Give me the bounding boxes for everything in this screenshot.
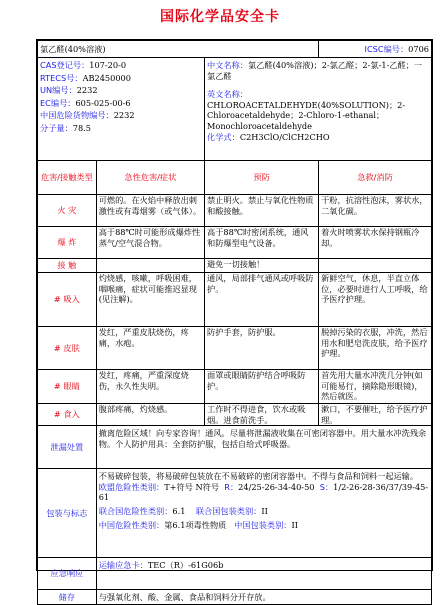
row-contact-prevention: 避免一切接触！ (205, 259, 319, 273)
row-eyes-hazard: 发红，疼痛，严重深度烧伤，永久性失明。 (96, 370, 204, 404)
card-table (37, 40, 432, 605)
row-contact-hazard (96, 259, 204, 273)
row-contact-aid (319, 259, 432, 273)
col-header-type: 危害/接触类型 (38, 161, 97, 195)
row-explosion-hazard: 高于88℃时可能形成爆炸性蒸气/空气混合物。 (96, 227, 204, 259)
emergency-label: 应急响应 (38, 558, 97, 590)
un-label: UN编号： (40, 85, 77, 96)
un-value: 2232 (76, 85, 98, 96)
row-explosion-type: 爆 炸 (38, 227, 97, 259)
col-header-hazard: 急性危害/症状 (96, 161, 204, 195)
row-fire-prevention: 禁止明火。禁止与氧化性物质和酸接触。 (205, 195, 319, 227)
mw-value: 78.5 (72, 122, 91, 133)
packaging-cell (96, 469, 431, 558)
cn-class-value: 第6.1项毒性物质 (164, 519, 227, 530)
s-phrase-label: S： (319, 481, 334, 492)
col-header-prevention: 预防 (205, 161, 319, 195)
cn-class-label: 中国危险性类别： (98, 519, 165, 530)
cn-pack-value: II (291, 519, 298, 530)
chemical-name: 氯乙醛(40%溶液) (38, 41, 319, 58)
en-name-line (207, 89, 429, 131)
cn-class-line (99, 520, 429, 531)
row-eyes-type: # 眼睛 (38, 370, 97, 404)
cas-line (40, 60, 202, 71)
emergency-card-label: 运输应急卡： (98, 560, 148, 571)
row-ingestion-type: # 食入 (38, 404, 97, 426)
row-ingestion-hazard: 腹部疼痛，灼烧感。 (96, 404, 204, 426)
row-inhalation-type: # 吸入 (38, 273, 97, 327)
names-cell (205, 58, 432, 161)
cas-value: 107-20-0 (89, 60, 127, 70)
row-ingestion-prevention: 工作时不得进食，饮水或吸烟。进食前洗手。 (205, 404, 319, 426)
row-skin-prevention: 防护手套，防护服。 (205, 327, 319, 370)
formula-value: C2H3ClO/ClCH2CHO (239, 131, 330, 142)
safety-card (36, 39, 433, 602)
eu-class-label: 欧盟危险性类别： (98, 481, 165, 492)
row-explosion-prevention: 高于88℃时密闭系统，通风和防爆型电气设备。 (205, 227, 319, 259)
zh-name-value: 氯乙醛(40%溶液)；2-氯乙醛；2-氯-1-乙醛；一氯乙醛 (207, 60, 423, 81)
un-line (40, 85, 202, 96)
ec-label: EC编号： (40, 97, 76, 108)
spill-label: 泄漏处置 (38, 426, 97, 469)
cn-pack-label: 中国包装类别： (234, 519, 292, 530)
ec-line (40, 98, 202, 109)
storage-text: 与强氧化剂、酸、金属、食品和饲料分开存放。 (96, 590, 431, 605)
row-inhalation-hazard: 灼烧感，咳嗽，呼吸困难，咽喉痛，症状可能推迟显现(见注解)。 (96, 273, 204, 327)
row-eyes-prevention: 面罩或眼睛防护结合呼吸防护。 (205, 370, 319, 404)
icsc-cell (319, 41, 432, 58)
eu-class-line (99, 482, 429, 503)
row-skin-hazard: 发红，严重皮肤烧伤，疼痛，水疱。 (96, 327, 204, 370)
emergency-cell (96, 558, 431, 590)
row-inhalation-aid: 新鲜空气，休息，半直立体位，必要时进行人工呼吸，给予医疗护理。 (319, 273, 432, 327)
icsc-label: ICSC编号： (364, 43, 409, 54)
mw-line (40, 123, 202, 134)
row-inhalation-prevention: 通风，局部排气通风或呼吸防护。 (205, 273, 319, 327)
storage-label: 储存 (38, 590, 97, 605)
row-explosion-aid: 着火时喷雾状水保持钢瓶冷却。 (319, 227, 432, 259)
identifiers-cell (38, 58, 205, 161)
row-skin-aid: 脱掉污染的衣服，冲洗，然后用水和肥皂洗皮肤，给予医疗护理。 (319, 327, 432, 370)
un-class-value: 6.1 (172, 505, 186, 516)
row-fire-hazard: 可燃的。在火焰中释放出刺激性或有毒烟雾（或气体）。 (96, 195, 204, 227)
en-name-value: CHLOROACETALDEHYDE(40%SOLUTION)；2-Chloroacetaldehyde；2-Chloro-1-ethanal；Monochloroacetaldehyde (207, 99, 406, 131)
row-contact-type: 接 触 (38, 259, 97, 273)
eu-class-value: T+符号 N符号 (164, 481, 220, 492)
en-name-label: 英文名称： (207, 89, 248, 100)
rtecs-label: RTECS号： (40, 72, 83, 83)
row-fire-type: 火 灾 (38, 195, 97, 227)
un-pack-value: II (261, 505, 268, 516)
zh-name-line (207, 60, 429, 81)
spill-text: 撤离危险区域！向专家咨询！通风。尽量将泄漏液收集在可密闭容器中。用大量水冲洗残余物。个人防护用具：全套防护服，包括自给式呼吸器。 (96, 426, 431, 469)
icsc-value: 0706 (408, 43, 429, 54)
un-pack-label: 联合国包装类别： (195, 505, 262, 516)
un-class-label: 联合国危险性类别： (98, 505, 173, 516)
row-skin-type: # 皮肤 (38, 327, 97, 370)
zh-name-label: 中文名称： (207, 60, 248, 70)
cas-label: CAS登记号： (40, 60, 90, 70)
rtecs-line (40, 73, 202, 84)
cn-line (40, 110, 202, 121)
mw-label: 分子量： (40, 122, 73, 133)
ec-value: 605-025-00-6 (75, 97, 131, 108)
col-header-aid: 急救/消防 (319, 161, 432, 195)
card-title: 国际化学品安全卡 (160, 9, 280, 25)
row-fire-aid: 干粉，抗溶性泡沫，雾状水，二氧化碳。 (319, 195, 432, 227)
cn-value: 2232 (113, 110, 135, 121)
r-phrase-label: R： (224, 481, 239, 492)
cn-label: 中国危险货物编号： (40, 110, 114, 121)
packaging-label: 包装与标志 (38, 469, 97, 558)
r-phrase-value: 24/25-26-34-40-50 (238, 481, 315, 492)
row-ingestion-aid: 漱口，不要催吐，给予医疗护理。 (319, 404, 432, 426)
s-phrase-value: 1/2-26-28-36/37/39-45-61 (98, 481, 429, 503)
formula-line (207, 132, 429, 143)
row-eyes-aid: 首先用大量水冲洗几分钟(如可能易行，摘除隐形眼镜)，然后就医。 (319, 370, 432, 404)
emergency-card-value: TEC（R）-61G06b (147, 560, 224, 571)
rtecs-value: AB2450000 (82, 72, 131, 83)
formula-label: 化学式： (207, 131, 240, 142)
packaging-text: 不易破碎包装，将易破碎包装放在不易破碎的密闭容器中。不得与食品和饲料一起运输。 (98, 471, 419, 482)
un-class-line (99, 506, 429, 517)
